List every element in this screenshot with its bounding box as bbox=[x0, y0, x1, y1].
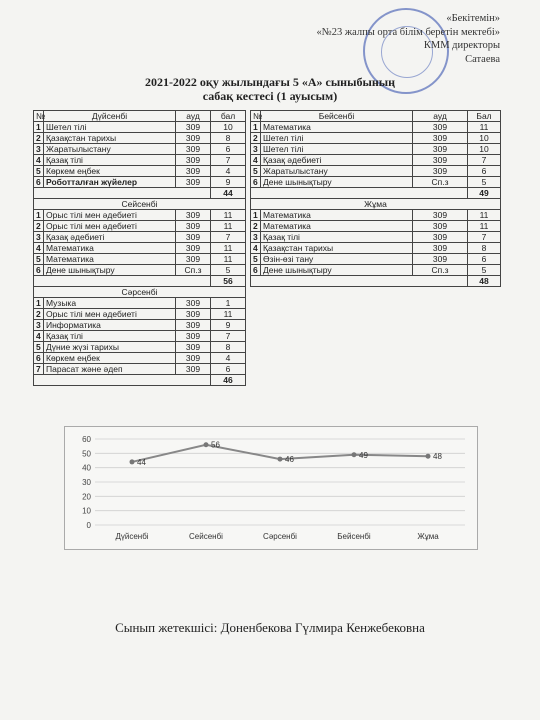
lesson-row bbox=[34, 309, 246, 320]
lesson-points: 10 bbox=[468, 144, 501, 155]
lesson-room: 309 bbox=[176, 298, 211, 309]
lesson-number: 3 bbox=[34, 232, 44, 243]
approval-line-1: «Бекітемін» bbox=[446, 13, 500, 24]
lesson-number: 6 bbox=[34, 353, 44, 364]
lesson-subject: Математика bbox=[44, 254, 176, 265]
class-teacher-signature: Сынып жетекшісі: Доненбекова Гүлмира Кенжебековна bbox=[115, 620, 425, 635]
lesson-subject: Қазақ әдебиеті bbox=[261, 155, 413, 166]
approval-line-3: КММ директоры bbox=[423, 40, 500, 51]
y-tick-label: 20 bbox=[82, 492, 91, 502]
lesson-room: 309 bbox=[176, 331, 211, 342]
lesson-points: 9 bbox=[211, 177, 246, 188]
x-tick-label: Сейсенбі bbox=[189, 532, 223, 541]
lesson-row bbox=[34, 221, 246, 232]
column-number-header: № bbox=[34, 111, 44, 122]
lesson-room: 309 bbox=[176, 221, 211, 232]
lesson-subject: Көркем еңбек bbox=[44, 166, 176, 177]
data-point bbox=[352, 452, 357, 457]
lesson-row bbox=[34, 243, 246, 254]
data-point bbox=[130, 459, 135, 464]
lesson-row bbox=[251, 254, 501, 265]
total-spacer bbox=[251, 276, 468, 287]
lesson-subject: Орыс тілі мен әдебиеті bbox=[44, 221, 176, 232]
day-total: 44 bbox=[211, 188, 246, 199]
total-spacer bbox=[251, 188, 468, 199]
lesson-row bbox=[34, 342, 246, 353]
lesson-row bbox=[34, 353, 246, 364]
lesson-points: 11 bbox=[468, 221, 501, 232]
column-bal-header: Бал bbox=[468, 111, 501, 122]
lesson-subject: Роботталған жүйелер bbox=[44, 177, 176, 188]
lesson-room: Сп.з bbox=[413, 177, 468, 188]
lesson-subject: Информатика bbox=[44, 320, 176, 331]
lesson-number: 5 bbox=[34, 166, 44, 177]
lesson-number: 1 bbox=[34, 122, 44, 133]
lesson-row bbox=[251, 166, 501, 177]
lesson-points: 1 bbox=[211, 298, 246, 309]
lesson-row bbox=[251, 133, 501, 144]
column-aud-header: ауд bbox=[413, 111, 468, 122]
lesson-points: 10 bbox=[211, 122, 246, 133]
lesson-row bbox=[34, 133, 246, 144]
lesson-room: 309 bbox=[413, 210, 468, 221]
lesson-room: 309 bbox=[413, 133, 468, 144]
lesson-subject: Қазақ тілі bbox=[44, 155, 176, 166]
lesson-subject: Өзін-өзі тану bbox=[261, 254, 413, 265]
lesson-number: 6 bbox=[251, 177, 261, 188]
lesson-points: 9 bbox=[211, 320, 246, 331]
lesson-number: 5 bbox=[34, 342, 44, 353]
data-label: 48 bbox=[433, 452, 442, 462]
lesson-room: 309 bbox=[176, 232, 211, 243]
y-tick-label: 50 bbox=[82, 449, 91, 459]
day-total-row bbox=[251, 276, 501, 287]
page-title: 2021-2022 оқу жылындағы 5 «А» сыныбының bbox=[144, 75, 396, 89]
day-name: Дүйсенбі bbox=[44, 111, 176, 122]
day-header-row bbox=[34, 111, 246, 122]
lesson-points: 5 bbox=[468, 177, 501, 188]
lesson-points: 6 bbox=[468, 254, 501, 265]
lesson-subject: Қазақ әдебиеті bbox=[44, 232, 176, 243]
lesson-points: 7 bbox=[211, 232, 246, 243]
lesson-points: 4 bbox=[211, 166, 246, 177]
data-label: 44 bbox=[137, 457, 146, 467]
data-point bbox=[278, 457, 283, 462]
lesson-row bbox=[251, 243, 501, 254]
lesson-number: 1 bbox=[251, 210, 261, 221]
lesson-room: 309 bbox=[413, 232, 468, 243]
lesson-room: 309 bbox=[413, 144, 468, 155]
lesson-points: 7 bbox=[468, 155, 501, 166]
x-tick-label: Бейсенбі bbox=[337, 532, 371, 541]
lesson-room: 309 bbox=[176, 155, 211, 166]
approval-line-4: Сатаева bbox=[465, 53, 500, 65]
lesson-points: 5 bbox=[468, 265, 501, 276]
total-spacer bbox=[34, 375, 211, 386]
day-name: Сәрсенбі bbox=[34, 287, 246, 298]
lesson-room: 309 bbox=[413, 254, 468, 265]
lesson-number: 5 bbox=[251, 166, 261, 177]
day-total-row bbox=[34, 188, 246, 199]
lesson-room: 309 bbox=[176, 133, 211, 144]
lesson-number: 2 bbox=[34, 221, 44, 232]
y-tick-label: 60 bbox=[82, 435, 91, 444]
lesson-room: 309 bbox=[176, 144, 211, 155]
approval-line-2: «№23 жалпы орта білім беретін мектебі» bbox=[316, 26, 500, 38]
lesson-number: 6 bbox=[34, 265, 44, 276]
lesson-row bbox=[34, 144, 246, 155]
lesson-row bbox=[251, 177, 501, 188]
schedule-table-left bbox=[33, 110, 246, 386]
lesson-subject: Математика bbox=[44, 243, 176, 254]
lesson-row bbox=[34, 265, 246, 276]
lesson-row bbox=[34, 210, 246, 221]
lesson-number: 4 bbox=[34, 243, 44, 254]
lesson-points: 10 bbox=[468, 133, 501, 144]
day-total: 56 bbox=[211, 276, 246, 287]
lesson-number: 1 bbox=[34, 298, 44, 309]
data-label: 56 bbox=[211, 440, 220, 450]
x-tick-label: Жұма bbox=[417, 532, 439, 541]
lesson-points: 11 bbox=[211, 210, 246, 221]
lesson-number: 5 bbox=[251, 254, 261, 265]
lesson-points: 11 bbox=[468, 122, 501, 133]
day-total: 46 bbox=[211, 375, 246, 386]
lesson-number: 7 bbox=[34, 364, 44, 375]
y-tick-label: 0 bbox=[86, 521, 91, 530]
lesson-row bbox=[34, 166, 246, 177]
lesson-subject: Көркем еңбек bbox=[44, 353, 176, 364]
lesson-points: 6 bbox=[211, 364, 246, 375]
lesson-subject: Қазақ тілі bbox=[44, 331, 176, 342]
day-total-row bbox=[34, 276, 246, 287]
lesson-room: 309 bbox=[413, 243, 468, 254]
lesson-subject: Музыка bbox=[44, 298, 176, 309]
lesson-points: 11 bbox=[211, 309, 246, 320]
day-name: Сейсенбі bbox=[34, 199, 246, 210]
day-header-row bbox=[251, 199, 501, 210]
lesson-room: Сп.з bbox=[413, 265, 468, 276]
day-total-row bbox=[34, 375, 246, 386]
lesson-room: 309 bbox=[176, 177, 211, 188]
lesson-room: 309 bbox=[176, 353, 211, 364]
lesson-room: 309 bbox=[176, 243, 211, 254]
lesson-points: 11 bbox=[468, 210, 501, 221]
lesson-row bbox=[34, 122, 246, 133]
lesson-room: 309 bbox=[413, 155, 468, 166]
lesson-row bbox=[34, 177, 246, 188]
lesson-number: 4 bbox=[251, 155, 261, 166]
lesson-room: 309 bbox=[413, 221, 468, 232]
lesson-subject: Дене шынықтыру bbox=[44, 265, 176, 276]
lesson-subject: Орыс тілі мен әдебиеті bbox=[44, 210, 176, 221]
lesson-points: 8 bbox=[211, 133, 246, 144]
lesson-number: 4 bbox=[34, 331, 44, 342]
lesson-row bbox=[34, 254, 246, 265]
total-spacer bbox=[34, 276, 211, 287]
day-header-row bbox=[34, 287, 246, 298]
lesson-subject: Жаратылыстану bbox=[261, 166, 413, 177]
lesson-row bbox=[251, 265, 501, 276]
lesson-number: 3 bbox=[34, 320, 44, 331]
lesson-subject: Жаратылыстану bbox=[44, 144, 176, 155]
page-subtitle: сабақ кестесі (1 ауысым) bbox=[202, 89, 338, 103]
lesson-row bbox=[34, 232, 246, 243]
lesson-points: 6 bbox=[211, 144, 246, 155]
lesson-room: 309 bbox=[176, 342, 211, 353]
lesson-row bbox=[251, 232, 501, 243]
lesson-room: 309 bbox=[176, 122, 211, 133]
lesson-number: 2 bbox=[251, 221, 261, 232]
lesson-row bbox=[34, 364, 246, 375]
lesson-row bbox=[34, 331, 246, 342]
lesson-number: 3 bbox=[251, 144, 261, 155]
lesson-number: 2 bbox=[251, 133, 261, 144]
lesson-number: 3 bbox=[251, 232, 261, 243]
lesson-subject: Математика bbox=[261, 122, 413, 133]
column-number-header: № bbox=[251, 111, 261, 122]
lesson-subject: Қазақстан тарихы bbox=[261, 243, 413, 254]
lesson-points: 11 bbox=[211, 254, 246, 265]
day-total: 49 bbox=[468, 188, 501, 199]
lesson-points: 11 bbox=[211, 243, 246, 254]
lesson-room: 309 bbox=[413, 166, 468, 177]
data-point bbox=[426, 454, 431, 459]
lesson-number: 6 bbox=[251, 265, 261, 276]
lesson-subject: Математика bbox=[261, 210, 413, 221]
data-label: 49 bbox=[359, 450, 368, 460]
x-tick-label: Дүйсенбі bbox=[115, 532, 149, 541]
lesson-room: 309 bbox=[176, 309, 211, 320]
lesson-row bbox=[251, 155, 501, 166]
data-point bbox=[204, 442, 209, 447]
lesson-number: 6 bbox=[34, 177, 44, 188]
x-tick-label: Сәрсенбі bbox=[263, 532, 297, 541]
lesson-number: 4 bbox=[251, 243, 261, 254]
lesson-points: 4 bbox=[211, 353, 246, 364]
day-total: 48 bbox=[468, 276, 501, 287]
lesson-subject: Дене шынықтыру bbox=[261, 265, 413, 276]
lesson-subject: Шетел тілі bbox=[261, 133, 413, 144]
schedule-table-right bbox=[250, 110, 501, 287]
lesson-room: 309 bbox=[176, 210, 211, 221]
lesson-subject: Шетел тілі bbox=[44, 122, 176, 133]
lesson-points: 8 bbox=[468, 243, 501, 254]
lesson-row bbox=[251, 210, 501, 221]
lesson-number: 2 bbox=[34, 133, 44, 144]
data-label: 46 bbox=[285, 455, 294, 465]
lesson-row bbox=[251, 144, 501, 155]
day-total-row bbox=[251, 188, 501, 199]
day-header-row bbox=[34, 199, 246, 210]
lesson-subject: Парасат және әдеп bbox=[44, 364, 176, 375]
lesson-subject: Қазақстан тарихы bbox=[44, 133, 176, 144]
lesson-subject: Қазақ тілі bbox=[261, 232, 413, 243]
lesson-points: 6 bbox=[468, 166, 501, 177]
lesson-points: 7 bbox=[211, 155, 246, 166]
column-bal-header: бал bbox=[211, 111, 246, 122]
day-name: Жұма bbox=[251, 199, 501, 210]
lesson-room: 309 bbox=[176, 320, 211, 331]
lesson-row bbox=[34, 320, 246, 331]
y-tick-label: 40 bbox=[82, 463, 91, 473]
lesson-room: 309 bbox=[176, 166, 211, 177]
lesson-subject: Дене шынықтыру bbox=[261, 177, 413, 188]
day-header-row bbox=[251, 111, 501, 122]
approval-block bbox=[316, 12, 500, 66]
lesson-row bbox=[251, 221, 501, 232]
lesson-subject: Дүние жүзі тарихы bbox=[44, 342, 176, 353]
lesson-room: Сп.з bbox=[176, 265, 211, 276]
lesson-row bbox=[251, 122, 501, 133]
y-tick-label: 10 bbox=[82, 506, 91, 516]
column-aud-header: ауд bbox=[176, 111, 211, 122]
lesson-number: 1 bbox=[251, 122, 261, 133]
chart-canvas bbox=[65, 427, 477, 549]
weekly-load-chart bbox=[64, 426, 478, 550]
lesson-number: 4 bbox=[34, 155, 44, 166]
lesson-points: 8 bbox=[211, 342, 246, 353]
lesson-number: 5 bbox=[34, 254, 44, 265]
lesson-row bbox=[34, 298, 246, 309]
lesson-subject: Шетел тілі bbox=[261, 144, 413, 155]
lesson-row bbox=[34, 155, 246, 166]
lesson-room: 309 bbox=[176, 254, 211, 265]
lesson-number: 1 bbox=[34, 210, 44, 221]
lesson-room: 309 bbox=[413, 122, 468, 133]
lesson-room: 309 bbox=[176, 364, 211, 375]
lesson-points: 7 bbox=[211, 331, 246, 342]
day-name: Бейсенбі bbox=[261, 111, 413, 122]
lesson-points: 11 bbox=[211, 221, 246, 232]
lesson-number: 2 bbox=[34, 309, 44, 320]
y-tick-label: 30 bbox=[82, 478, 91, 487]
lesson-number: 3 bbox=[34, 144, 44, 155]
lesson-subject: Орыс тілі мен әдебиеті bbox=[44, 309, 176, 320]
lesson-subject: Математика bbox=[261, 221, 413, 232]
lesson-points: 5 bbox=[211, 265, 246, 276]
lesson-points: 7 bbox=[468, 232, 501, 243]
total-spacer bbox=[34, 188, 211, 199]
